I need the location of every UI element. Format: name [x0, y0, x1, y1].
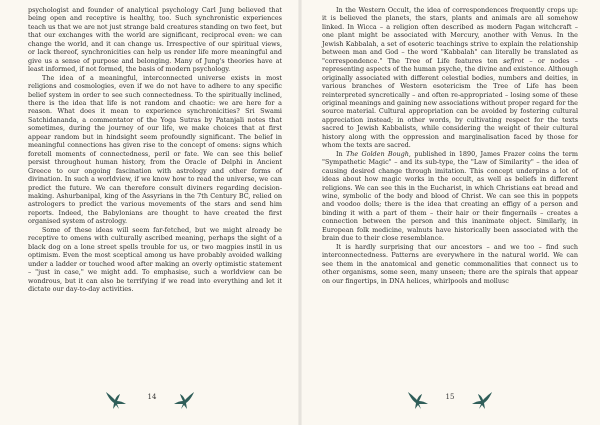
right-paragraph-3: It is hardly surprising that our ancestors – and we too – find such interconnectedness. Patterns are everywhere in the natural world. We can see them in the anatomical and genetic commonalities that connect us to other organisms, some seen, many unseen; there are the spirals that appear on our fingertips, in DNA helices, whirlpools and mollusc: [322, 242, 578, 285]
swallow-icon: [172, 389, 196, 411]
paragraph-text: – or nodes – representing aspects of the human psyche, the divine and existence. Although originally associated with different celestial bodies, numbers and deities, in various branches of Western esotericism the Tree of Life has been reinterpreted syncretically – and often re-appropriated – losing some of these original meanings and gaining new associations without proper regard for the source material. Cultural appropriation can be avoided by fostering cultural appreciation instead; in other words, by cultivating respect for the texts sacred to Jewish Kabbalists, while considering the weight of their cultural history along with the oppression and marginalisation faced by those for whom the texts are sacred.: [322, 56, 578, 150]
left-paragraph-3: Some of these ideas will seem far-fetched, but we might already be receptive to omens with culturally ascribed meaning, perhaps the sight of a black dog on a lone street spells trouble for us, or two magpies instil in us optimism. Even the most sceptical among us have probably avoided walking under a ladder or touched wood after making an overly optimistic statement – "just in case," we might add. To emphasise, such a worldview can be wondrous, but it can also be terrifying if we read into everything and let it dictate our day-to-day activities.: [28, 225, 282, 293]
page-number: 14: [147, 393, 157, 401]
swallow-icon: [104, 389, 128, 411]
paragraph-text: In: [336, 149, 346, 158]
paragraph-text: , published in 1890, James Frazer coins the term "Sympathetic Magic" – and its sub-type, the "Law of Similarity" – the idea of causing desired change through imitation. This concept underpins a lot of ideas about how magic works in the occult, as well as beliefs in different religions. We can see this in the Eucharist, in which Christians eat bread and wine, symbolic of the body and blood of Christ. We can see this in poppets and voodoo dolls; there is the idea that creating an effigy of a person and binding it with a part of them – their hair or their fingernails – creates a connection between the person and this inanimate object. Similarly, in European folk medicine, walnuts have historically been associated with the brain due to their close resemblance.: [322, 149, 578, 243]
term-sefirot: sefirot: [503, 56, 525, 65]
left-paragraph-2: The idea of a meaningful, interconnected universe exists in most religions and cosmologies, even if we do not have to adhere to any specific belief system in order to see such connectedness. To the spiritually inclined, there is the idea that life is not random and chaotic: we are here for a reason. What does it mean to experience synchronicities? Sri Swami Satchidananda, a commentator of the Yoga Sutras by Patanjali notes that sometimes, during the journey of our life, we make choices that at first appear random but in hindsight seem profoundly significant. The belief in meaningful connections has given rise to the concept of omens: signs which foretell moments of connectedness, peril or fate. We can see this belief persist throughout human history, from the Oracle of Delphi in Ancient Greece to our ongoing fascination with astrology and other forms of divination. In such a worldview, if we know how to read the universe, we can predict the future. We can therefore consult diviners regarding decision-making. Ashurbanipal, king of the Assyrians in the 7th Century BC, relied on astrologers to predict the various movements of the stars and send him reports. Indeed, the Babylonians are thought to have created the first organised system of astrology.: [28, 73, 282, 226]
right-paragraph-2: [322, 150, 578, 243]
right-page-footer: [300, 381, 600, 417]
book-title-golden-bough: The Golden Bough: [345, 149, 409, 158]
right-paragraph-1: [322, 6, 578, 150]
left-paragraph-1: psychologist and founder of analytical psychology Carl Jung believed that being open and receptive is healthy, too. Such synchronistic experiences teach us that we are not just strange bald creatures standing on two feet, but that our exchanges with the world are significant, reciprocal even: we can change the world, and it can change us. Irrespective of our spiritual views, or lack thereof, synchronicities can help us render life more meaningful and give us a sense of purpose and belonging. Many of Jung's theories have at least informed, if not formed, the basis of modern psychology.: [28, 6, 283, 74]
paragraph-text: In the Western Occult, the idea of correspondences frequently crops up: it is believed the planets, the stars, plants and animals are all somehow linked. In Wicca – a religion often described as modern Pagan witchcraft – one plant might be associated with Mercury, another with Venus. In the Jewish Kabbalah, a set of esoteric teachings strive to explain the relationship between man and God – the word "Kabbalah" can literally be translated as "correspondence." The Tree of Life features ten: [322, 6, 578, 65]
right-page: [300, 0, 600, 425]
left-page-footer: [0, 381, 300, 417]
swallow-icon: [406, 389, 430, 411]
swallow-icon: [470, 389, 494, 411]
left-page-body: [28, 6, 282, 293]
page-number: 15: [445, 393, 455, 401]
right-page-body: [322, 6, 578, 285]
